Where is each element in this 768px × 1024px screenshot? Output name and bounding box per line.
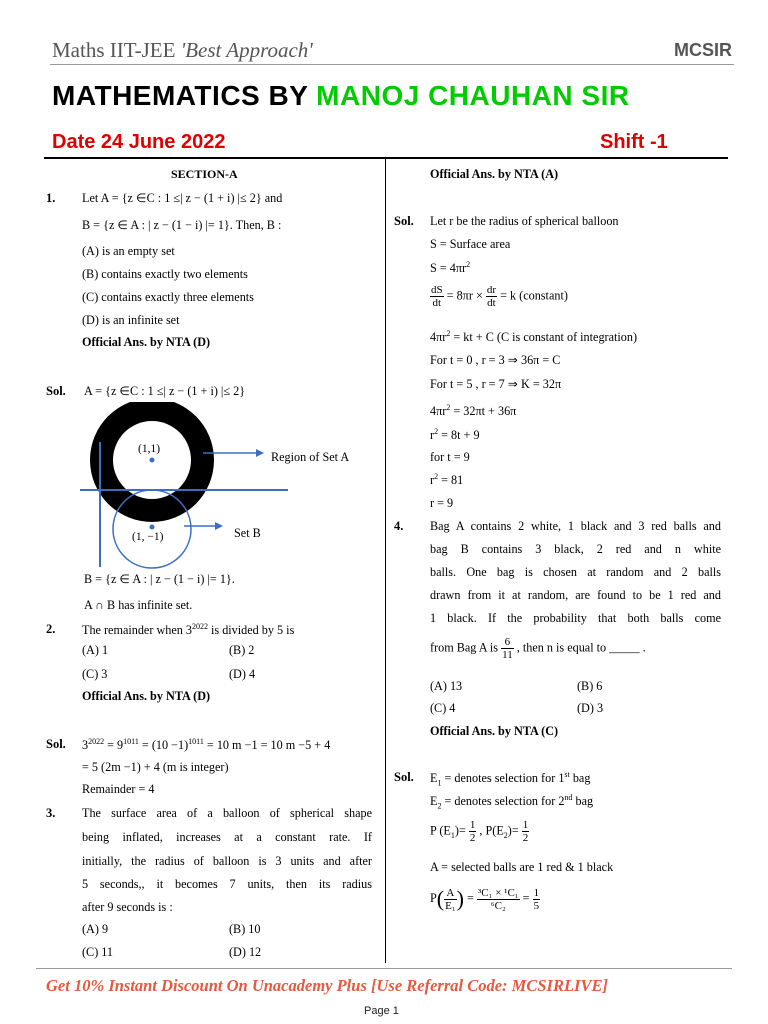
s4-l3sub2: 2 [503, 830, 508, 840]
pe2-den: 2 [522, 832, 529, 845]
date-rule [44, 157, 728, 159]
q3-number: 3. [46, 806, 56, 820]
center-a-label: (1,1) [138, 443, 161, 455]
s4-l1c: bag [569, 771, 591, 786]
s4-l2b: = denotes selection for 2 [441, 794, 565, 809]
q3-line4: 5 seconds,, it becomes 7 units, then its radius [82, 877, 372, 891]
brand-header [52, 38, 313, 63]
s2-a: 3 [82, 738, 89, 753]
q4-last-a: from Bag A is [430, 640, 502, 655]
sol2-line3: Remainder = 4 [82, 782, 155, 796]
region-a-label: Region of Set A [271, 450, 350, 464]
q2-option-d: (D) 4 [229, 667, 256, 681]
q4-line2: bag B contains 3 black, 2 red and n white [430, 542, 721, 556]
combination-fraction [477, 887, 520, 912]
sol3-label: Sol. [394, 214, 414, 228]
sets-diagram [80, 402, 380, 572]
sol3-line5 [430, 329, 637, 345]
s4-l2c: bag [572, 794, 594, 809]
s3-l9b: = 8t + 9 [438, 428, 480, 443]
ds-num: dS [431, 284, 443, 296]
s4-l2a: E [430, 794, 438, 809]
q3-option-d: (D) 12 [229, 945, 262, 959]
s4-l1b: = denotes selection for 1 [441, 771, 565, 786]
q4-last-b: , then n is equal to _____ . [513, 640, 646, 655]
sol2-label: Sol. [46, 737, 66, 751]
q3-option-b: (B) 10 [229, 922, 261, 936]
s3-l8s: 2 [446, 403, 451, 412]
center-b-dot [150, 525, 155, 530]
s4-l2sub: 2 [437, 801, 442, 811]
q3-official-answer: Official Ans. by NTA (A) [430, 167, 559, 181]
column-divider [385, 158, 386, 963]
q2-option-b: (B) 2 [229, 643, 255, 657]
sol3-line9 [430, 427, 480, 443]
page-title [52, 80, 630, 112]
s4-l3b: )= [454, 823, 469, 838]
s4-l3a: P (E [430, 823, 451, 838]
s4-l1sub: 1 [437, 778, 442, 788]
q3-line2: being inflated, increases at a constant rate. If [82, 830, 372, 844]
region-a-arrowhead [256, 449, 264, 457]
q2-number: 2. [46, 622, 56, 636]
q4-line3: balls. One bag is chosen at random and 2 balls [430, 565, 721, 579]
q4-option-c: (C) 4 [430, 701, 456, 715]
s4-l3d: )= [507, 823, 522, 838]
dr-dt-fraction [486, 284, 497, 309]
page-number: Page 1 [364, 1005, 399, 1017]
s3-l4mid: = 8πr × [443, 288, 486, 303]
comb-den: ⁶C₂ [490, 899, 506, 912]
title-name: MANOJ CHAUHAN SIR [316, 80, 630, 111]
s3-l5b: = kt + C (C is constant of integration) [450, 330, 638, 345]
s2-sa: 2022 [88, 737, 105, 746]
q3-option-c: (C) 11 [82, 945, 114, 959]
sol4-line4: A = selected balls are 1 red & 1 black [430, 860, 614, 874]
p-e2-fraction [522, 819, 530, 844]
s3-l5a: 4πr [430, 330, 447, 345]
res-num: 1 [533, 886, 540, 899]
s2-b: = 9 [104, 738, 124, 753]
sol3-line8 [430, 403, 516, 419]
sol2-line1 [82, 737, 330, 753]
q4-number: 4. [394, 519, 404, 533]
s3-l11s: 2 [434, 472, 439, 481]
s3-l11a: r [430, 473, 435, 488]
s3-l9a: r [430, 428, 435, 443]
sol3-line3 [430, 260, 470, 276]
q1-line1: Let A = {z ∈C : 1 ≤| z − (1 + i) |≤ 2} and [82, 191, 283, 205]
q1-option-a: (A) is an empty set [82, 244, 175, 258]
ds-dt-fraction [430, 284, 444, 309]
dr-num: dr [486, 284, 497, 296]
q3-line5: after 9 seconds is : [82, 900, 173, 914]
q3-line1: The surface area of a balloon of spherical shape [82, 806, 372, 820]
q4-line6 [430, 636, 646, 661]
s3-l3a: S = 4πr [430, 261, 467, 276]
s4-l3c: , P(E [476, 823, 504, 838]
q1-option-d: (D) is an infinite set [82, 313, 180, 327]
a-e1-fraction [444, 887, 457, 912]
pe2-num: 1 [522, 819, 529, 831]
sol3-line6: For t = 0 , r = 3 ⇒ 36π = C [430, 353, 561, 367]
header-rule [50, 64, 734, 65]
sol2-line2: = 5 (2m −1) + 4 (m is integer) [82, 760, 229, 774]
q1-line2: B = {z ∈ A : | z − (1 − i) |= 1}. Then, B : [82, 218, 282, 232]
sol3-line11 [430, 472, 463, 488]
pe1-num: 1 [469, 819, 476, 831]
q4-line1: Bag A contains 2 white, 1 black and 3 red balls and [430, 519, 721, 533]
sol3-line1: Let r be the radius of spherical balloon [430, 214, 619, 228]
sol4-line3 [430, 819, 529, 844]
q2-option-a: (A) 1 [82, 643, 109, 657]
q2-option-c: (C) 3 [82, 667, 108, 681]
pe1-den: 2 [469, 832, 476, 845]
q1-option-b: (B) contains exactly two elements [82, 267, 248, 281]
right-paren: ) [456, 886, 464, 911]
sol4-line1 [430, 770, 590, 788]
s3-l8a: 4πr [430, 404, 447, 419]
sol3-line10: for t = 9 [430, 450, 470, 464]
ae1-den: E₁ [445, 899, 456, 912]
res-den: 5 [533, 899, 540, 912]
s2-sb: 1011 [123, 737, 139, 746]
ds-den: dt [432, 297, 442, 310]
sol3-line7: For t = 5 , r = 7 ⇒ K = 32π [430, 377, 562, 391]
q1-number: 1. [46, 191, 56, 205]
q4-official-answer: Official Ans. by NTA (C) [430, 724, 559, 738]
q2-text-a: The remainder when 3 [82, 623, 192, 638]
brand-short: MCSIR [674, 40, 732, 60]
q1-official-answer: Official Ans. by NTA (D) [82, 335, 211, 349]
q2-text-b: is divided by 5 is [207, 623, 295, 638]
brand-text: Maths IIT-JEE [52, 38, 181, 62]
exam-date: Date 24 June 2022 [52, 131, 226, 153]
q1-option-c: (C) contains exactly three elements [82, 290, 254, 304]
s2-c: = (10 −1) [138, 738, 189, 753]
s4-l3sub1: 1 [450, 830, 455, 840]
s3-l4end: = k (constant) [497, 288, 568, 303]
s3-l5s: 2 [446, 329, 451, 338]
s4-l1sup: st [564, 770, 570, 779]
sol3-line12: r = 9 [430, 496, 454, 510]
dr-den: dt [487, 297, 496, 310]
q4-option-a: (A) 13 [430, 679, 463, 693]
s2-sc: 1011 [188, 737, 204, 746]
footer-rule [36, 968, 732, 969]
q2-exponent: 2022 [191, 622, 208, 631]
s3-l9s: 2 [434, 427, 439, 436]
q4-line5: 1 black. If the probability that both balls come [430, 611, 721, 625]
promo-banner: Get 10% Instant Discount On Unacademy Plus [Use Referral Code: MCSIRLIVE] [46, 976, 608, 995]
s3-l3s: 2 [466, 260, 471, 269]
comb-num: ³C₁ × ¹C₁ [477, 886, 519, 899]
section-heading: SECTION-A [171, 167, 238, 181]
s4-l5eq2: = [519, 891, 533, 905]
q2-text [82, 622, 294, 638]
s4-l1a: E [430, 771, 438, 786]
q4-frac-den: 11 [502, 649, 513, 662]
s4-l5eq: = [464, 891, 477, 905]
q2-official-answer: Official Ans. by NTA (D) [82, 689, 211, 703]
brand-tagline: 'Best Approach' [180, 38, 313, 62]
s3-l8b: = 32πt + 36π [450, 404, 517, 419]
sol4-line2 [430, 793, 593, 811]
q4-frac-num: 6 [501, 636, 514, 649]
set-b-arrowhead [215, 522, 223, 530]
s3-l11b: = 81 [438, 473, 464, 488]
sol1-line3: A ∩ B has infinite set. [84, 598, 193, 612]
set-b-label: Set B [234, 526, 261, 540]
q4-option-b: (B) 6 [577, 679, 603, 693]
left-paren: ( [436, 886, 445, 911]
ae1-num: A [444, 887, 457, 900]
sol3-line2: S = Surface area [430, 237, 511, 251]
title-prefix: MATHEMATICS BY [52, 80, 317, 111]
sol4-label: Sol. [394, 770, 414, 784]
sol1-line: A = {z ∈C : 1 ≤| z − (1 + i) |≤ 2} [84, 384, 246, 398]
sol1-line2: B = {z ∈ A : | z − (1 − i) |= 1}. [84, 572, 235, 586]
s2-d: = 10 m −1 = 10 m −5 + 4 [203, 738, 331, 753]
q3-option-a: (A) 9 [82, 922, 109, 936]
q4-fraction [501, 636, 514, 661]
s4-l5p: P [430, 891, 437, 905]
sol4-line5 [430, 886, 540, 912]
sol1-label: Sol. [46, 384, 66, 398]
result-fraction [533, 887, 541, 912]
center-a-dot [150, 458, 155, 463]
s4-l2sup: nd [564, 793, 573, 802]
sol3-line4 [430, 284, 568, 309]
center-b-label: (1, −1) [132, 531, 164, 543]
q3-line3: initially, the radius of balloon is 3 units and after [82, 854, 372, 868]
exam-shift: Shift -1 [600, 131, 668, 153]
q4-option-d: (D) 3 [577, 701, 604, 715]
q4-line4: drawn from it at random, are found to be 1 red and [430, 588, 721, 602]
